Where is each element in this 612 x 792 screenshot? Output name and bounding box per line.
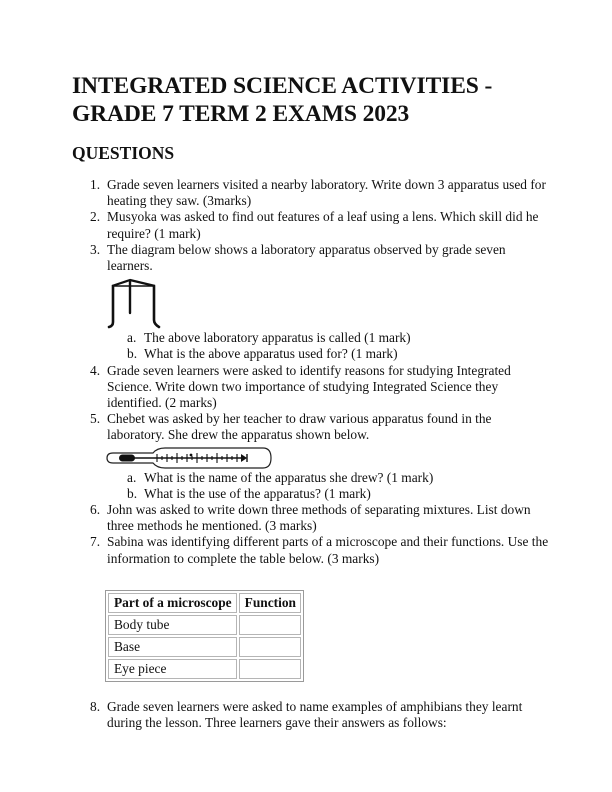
subpart-b <box>107 346 550 362</box>
cell-part: Base <box>108 637 237 657</box>
subpart-text: What is the use of the apparatus? (1 mark) <box>144 485 371 501</box>
subpart-b <box>107 486 550 502</box>
subpart-text: What is the name of the apparatus she drew? (1 mark) <box>144 469 434 485</box>
tripod-figure <box>107 276 550 330</box>
question-text: Sabina was identifying different parts of a microscope and their functions. Use the information to complete the table below. (3 marks) <box>107 534 549 566</box>
question-5 <box>90 411 550 502</box>
subpart-text: The above laboratory apparatus is called (1 mark) <box>144 330 411 346</box>
column-header-part: Part of a microscope <box>108 593 237 613</box>
question-number: 1. <box>90 177 101 192</box>
question-1 <box>90 177 550 209</box>
table-row <box>108 637 301 657</box>
table-row <box>108 615 301 635</box>
thermometer-figure <box>107 446 550 470</box>
question-text: Grade seven learners were asked to identify reasons for studying Integrated Science. Write down two importance of studying Integrated Science they identified. (2 marks) <box>107 362 511 411</box>
thermometer-icon <box>105 446 275 470</box>
question-number: 5. <box>90 411 101 427</box>
cell-function <box>239 659 301 679</box>
question-7 <box>90 534 550 681</box>
tripod-stand-icon <box>105 276 165 330</box>
question-2 <box>90 209 550 241</box>
question-text: Chebet was asked by her teacher to draw various apparatus found in the laboratory. She drew the apparatus shown below. <box>107 411 492 443</box>
subpart-a <box>107 470 550 486</box>
microscope-table-wrapper <box>107 590 550 682</box>
question-text: John was asked to write down three methods of separating mixtures. List down three methods he mentioned. (3 marks) <box>107 502 531 534</box>
cell-function <box>239 615 301 635</box>
subpart-text: What is the above apparatus used for? (1 mark) <box>144 346 398 362</box>
table-row <box>108 659 301 679</box>
column-header-function: Function <box>239 593 301 613</box>
subpart-a <box>107 330 550 346</box>
section-heading: QUESTIONS <box>72 143 175 163</box>
subpart-letter: b. <box>127 346 138 362</box>
question-6 <box>90 502 550 534</box>
question-number: 7. <box>90 534 101 550</box>
subpart-list <box>107 330 550 362</box>
question-text: Musyoka was asked to find out features of a leaf using a lens. Which skill did he require? (1 mark) <box>107 209 539 241</box>
question-number: 2. <box>90 209 101 225</box>
cell-function <box>239 637 301 657</box>
question-number: 8. <box>90 698 101 714</box>
table-header-row <box>108 593 301 613</box>
question-text: Grade seven learners visited a nearby laboratory. Write down 3 apparatus used for heating they saw. (3marks) <box>107 177 546 209</box>
question-4 <box>90 363 550 412</box>
subpart-letter: a. <box>127 469 137 485</box>
question-number: 6. <box>90 502 101 518</box>
cell-part: Body tube <box>108 615 237 635</box>
subpart-list <box>107 470 550 502</box>
subpart-letter: b. <box>127 485 138 501</box>
question-3 <box>90 242 550 363</box>
microscope-table <box>105 590 304 682</box>
question-list <box>90 177 550 731</box>
question-text: Grade seven learners were asked to name examples of amphibians they learnt during the lesson. Three learners gave their answers as follows: <box>107 698 523 731</box>
cell-part: Eye piece <box>108 659 237 679</box>
question-text: The diagram below shows a laboratory apparatus observed by grade seven learners. <box>107 241 506 274</box>
page-title: INTEGRATED SCIENCE ACTIVITIES - GRADE 7 TERM 2 EXAMS 2023 <box>72 73 493 127</box>
question-number: 4. <box>90 362 101 378</box>
question-8 <box>90 699 550 731</box>
subpart-letter: a. <box>127 330 137 346</box>
question-number: 3. <box>90 241 101 257</box>
